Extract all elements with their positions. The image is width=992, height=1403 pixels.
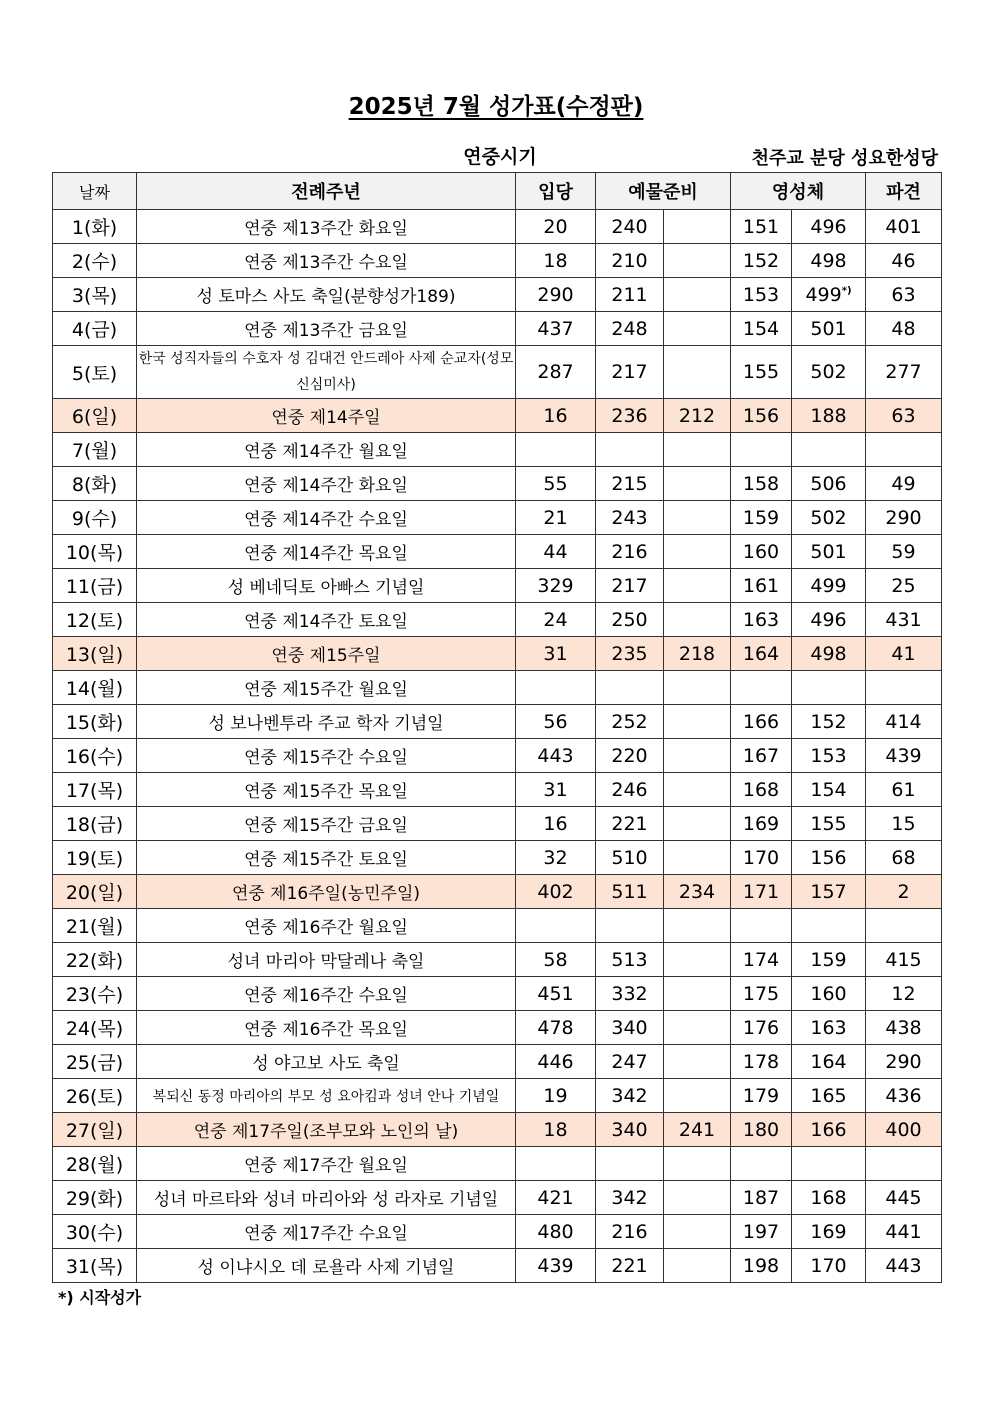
cell-off1: 211 — [596, 278, 664, 312]
cell-date: 1(화) — [53, 210, 137, 244]
cell-com1: 175 — [731, 977, 792, 1011]
table-row — [53, 603, 942, 637]
cell-off1: 236 — [596, 399, 664, 433]
table-row — [53, 705, 942, 739]
cell-com1: 151 — [731, 210, 792, 244]
cell-entrance: 446 — [516, 1045, 596, 1079]
cell-entrance: 21 — [516, 501, 596, 535]
cell-off2 — [664, 244, 731, 278]
cell-dismissal: 68 — [866, 841, 942, 875]
table-row — [53, 1215, 942, 1249]
cell-com1: 168 — [731, 773, 792, 807]
cell-date: 28(월) — [53, 1147, 137, 1181]
table-row — [53, 671, 942, 705]
church-name: 천주교 분당 성요한성당 — [751, 148, 938, 169]
cell-dismissal: 441 — [866, 1215, 942, 1249]
cell-entrance: 402 — [516, 875, 596, 909]
cell-date: 5(토) — [53, 346, 137, 399]
cell-feast: 연중 제14주간 월요일 — [137, 433, 516, 467]
cell-com2: 496 — [792, 603, 866, 637]
cell-entrance: 31 — [516, 637, 596, 671]
cell-feast: 성 이냐시오 데 로욜라 사제 기념일 — [137, 1249, 516, 1283]
cell-date: 14(월) — [53, 671, 137, 705]
cell-off2: 234 — [664, 875, 731, 909]
cell-off1: 342 — [596, 1181, 664, 1215]
cell-off2 — [664, 569, 731, 603]
header-offertory: 예물준비 — [596, 173, 731, 210]
cell-date: 27(일) — [53, 1113, 137, 1147]
cell-dismissal: 290 — [866, 501, 942, 535]
cell-com2: 188 — [792, 399, 866, 433]
cell-date: 15(화) — [53, 705, 137, 739]
cell-date: 30(수) — [53, 1215, 137, 1249]
cell-off1: 216 — [596, 1215, 664, 1249]
cell-off1: 235 — [596, 637, 664, 671]
cell-dismissal: 63 — [866, 278, 942, 312]
cell-com1: 187 — [731, 1181, 792, 1215]
cell-off1 — [596, 1147, 664, 1181]
cell-off2 — [664, 909, 731, 943]
cell-off2 — [664, 312, 731, 346]
cell-feast: 연중 제16주간 월요일 — [137, 909, 516, 943]
cell-off1: 250 — [596, 603, 664, 637]
cell-com1: 180 — [731, 1113, 792, 1147]
cell-com2: 170 — [792, 1249, 866, 1283]
cell-com2: 168 — [792, 1181, 866, 1215]
cell-off1: 210 — [596, 244, 664, 278]
cell-date: 3(목) — [53, 278, 137, 312]
cell-dismissal: 46 — [866, 244, 942, 278]
hymn-table — [52, 172, 942, 1283]
cell-entrance: 44 — [516, 535, 596, 569]
cell-dismissal: 63 — [866, 399, 942, 433]
cell-off2 — [664, 467, 731, 501]
table-row — [53, 637, 942, 671]
cell-date: 10(목) — [53, 535, 137, 569]
footnote: *) 시작성가 — [58, 1288, 142, 1307]
cell-off1: 513 — [596, 943, 664, 977]
cell-com2: 498 — [792, 637, 866, 671]
cell-com1: 170 — [731, 841, 792, 875]
cell-feast: 성 토마스 사도 축일(분향성가189) — [137, 278, 516, 312]
cell-com1: 154 — [731, 312, 792, 346]
cell-off1: 247 — [596, 1045, 664, 1079]
cell-off1: 240 — [596, 210, 664, 244]
cell-com2: 164 — [792, 1045, 866, 1079]
header-date: 날짜 — [53, 173, 137, 210]
cell-entrance: 18 — [516, 1113, 596, 1147]
cell-entrance: 451 — [516, 977, 596, 1011]
cell-com2: 496 — [792, 210, 866, 244]
cell-off1 — [596, 433, 664, 467]
cell-entrance: 32 — [516, 841, 596, 875]
cell-date: 11(금) — [53, 569, 137, 603]
cell-com2: 169 — [792, 1215, 866, 1249]
cell-date: 7(월) — [53, 433, 137, 467]
cell-dismissal: 25 — [866, 569, 942, 603]
cell-com1: 174 — [731, 943, 792, 977]
cell-off1: 340 — [596, 1011, 664, 1045]
header-communion: 영성체 — [731, 173, 866, 210]
page-title: 2025년 7월 성가표(수정판) — [348, 94, 644, 120]
cell-date: 12(토) — [53, 603, 137, 637]
cell-dismissal: 400 — [866, 1113, 942, 1147]
cell-entrance: 329 — [516, 569, 596, 603]
cell-feast: 연중 제15주간 토요일 — [137, 841, 516, 875]
cell-off1: 510 — [596, 841, 664, 875]
cell-entrance: 421 — [516, 1181, 596, 1215]
cell-com1: 178 — [731, 1045, 792, 1079]
cell-date: 13(일) — [53, 637, 137, 671]
cell-off2 — [664, 807, 731, 841]
cell-feast: 성 베네딕토 아빠스 기념일 — [137, 569, 516, 603]
cell-entrance: 18 — [516, 244, 596, 278]
cell-date: 6(일) — [53, 399, 137, 433]
table-row — [53, 467, 942, 501]
cell-dismissal: 59 — [866, 535, 942, 569]
cell-dismissal: 438 — [866, 1011, 942, 1045]
cell-feast: 성녀 마리아 막달레나 축일 — [137, 943, 516, 977]
cell-com1: 176 — [731, 1011, 792, 1045]
cell-com2 — [792, 1147, 866, 1181]
cell-com1: 164 — [731, 637, 792, 671]
table-row — [53, 399, 942, 433]
cell-feast: 연중 제15주간 금요일 — [137, 807, 516, 841]
table-row — [53, 278, 942, 312]
header-entrance: 입당 — [516, 173, 596, 210]
cell-entrance: 437 — [516, 312, 596, 346]
cell-date: 17(목) — [53, 773, 137, 807]
cell-com2: 154 — [792, 773, 866, 807]
cell-dismissal — [866, 1147, 942, 1181]
table-header — [53, 173, 942, 210]
cell-com2: 160 — [792, 977, 866, 1011]
cell-date: 26(토) — [53, 1079, 137, 1113]
cell-off2 — [664, 603, 731, 637]
cell-entrance: 56 — [516, 705, 596, 739]
cell-com2: 157 — [792, 875, 866, 909]
cell-date: 9(수) — [53, 501, 137, 535]
cell-dismissal — [866, 433, 942, 467]
cell-dismissal: 415 — [866, 943, 942, 977]
cell-feast: 연중 제14주간 목요일 — [137, 535, 516, 569]
cell-feast: 연중 제14주간 수요일 — [137, 501, 516, 535]
table-row — [53, 1011, 942, 1045]
cell-off2 — [664, 278, 731, 312]
cell-com2: 156 — [792, 841, 866, 875]
cell-off2 — [664, 501, 731, 535]
cell-com2: 163 — [792, 1011, 866, 1045]
cell-feast: 연중 제17주일(조부모와 노인의 날) — [137, 1113, 516, 1147]
cell-off1: 216 — [596, 535, 664, 569]
cell-feast: 연중 제14주간 화요일 — [137, 467, 516, 501]
start-hymn-mark: *) — [841, 285, 852, 297]
table-row — [53, 1249, 942, 1283]
cell-feast: 복되신 동정 마리아의 부모 성 요아킴과 성녀 안나 기념일 — [137, 1079, 516, 1113]
cell-com1: 153 — [731, 278, 792, 312]
cell-date: 31(목) — [53, 1249, 137, 1283]
cell-entrance: 290 — [516, 278, 596, 312]
cell-off1: 221 — [596, 807, 664, 841]
cell-dismissal: 61 — [866, 773, 942, 807]
cell-dismissal: 41 — [866, 637, 942, 671]
cell-date: 25(금) — [53, 1045, 137, 1079]
cell-com1 — [731, 433, 792, 467]
cell-dismissal: 49 — [866, 467, 942, 501]
cell-com2: 502 — [792, 346, 866, 399]
cell-date: 20(일) — [53, 875, 137, 909]
cell-off1: 217 — [596, 346, 664, 399]
cell-com2: 506 — [792, 467, 866, 501]
cell-dismissal: 15 — [866, 807, 942, 841]
cell-entrance: 31 — [516, 773, 596, 807]
cell-com1 — [731, 671, 792, 705]
cell-com2: 152 — [792, 705, 866, 739]
table-row — [53, 569, 942, 603]
table-row — [53, 1147, 942, 1181]
cell-com2: 501 — [792, 535, 866, 569]
cell-off2 — [664, 705, 731, 739]
cell-off1: 342 — [596, 1079, 664, 1113]
cell-com1: 155 — [731, 346, 792, 399]
table-row — [53, 739, 942, 773]
cell-feast: 연중 제16주일(농민주일) — [137, 875, 516, 909]
table-row — [53, 1181, 942, 1215]
cell-com1: 159 — [731, 501, 792, 535]
cell-dismissal: 48 — [866, 312, 942, 346]
table-row — [53, 346, 942, 399]
cell-feast: 연중 제13주간 수요일 — [137, 244, 516, 278]
cell-off2 — [664, 1045, 731, 1079]
cell-off1: 340 — [596, 1113, 664, 1147]
cell-off1: 246 — [596, 773, 664, 807]
cell-off2 — [664, 433, 731, 467]
cell-dismissal — [866, 909, 942, 943]
cell-com1: 167 — [731, 739, 792, 773]
cell-entrance: 439 — [516, 1249, 596, 1283]
header-feast: 전례주년 — [137, 173, 516, 210]
cell-feast: 연중 제14주일 — [137, 399, 516, 433]
table-row — [53, 977, 942, 1011]
cell-com1: 197 — [731, 1215, 792, 1249]
table-row — [53, 841, 942, 875]
cell-com1 — [731, 1147, 792, 1181]
cell-off2 — [664, 1181, 731, 1215]
cell-dismissal: 290 — [866, 1045, 942, 1079]
table-row — [53, 501, 942, 535]
cell-dismissal: 12 — [866, 977, 942, 1011]
cell-feast: 성녀 마르타와 성녀 마리아와 성 라자로 기념일 — [137, 1181, 516, 1215]
cell-off2 — [664, 977, 731, 1011]
cell-dismissal: 439 — [866, 739, 942, 773]
cell-entrance: 55 — [516, 467, 596, 501]
cell-feast: 연중 제16주간 수요일 — [137, 977, 516, 1011]
cell-com2: 499 — [792, 569, 866, 603]
table-row — [53, 210, 942, 244]
cell-entrance — [516, 909, 596, 943]
cell-dismissal: 2 — [866, 875, 942, 909]
cell-com2: 155 — [792, 807, 866, 841]
cell-feast: 한국 성직자들의 수호자 성 김대건 안드레아 사제 순교자(성모신심미사) — [137, 346, 516, 399]
cell-off1: 248 — [596, 312, 664, 346]
cell-com1: 169 — [731, 807, 792, 841]
header-dismissal: 파견 — [866, 173, 942, 210]
cell-off1: 215 — [596, 467, 664, 501]
table-row — [53, 773, 942, 807]
cell-entrance — [516, 671, 596, 705]
cell-off1: 243 — [596, 501, 664, 535]
cell-com1: 198 — [731, 1249, 792, 1283]
cell-feast: 연중 제15주간 월요일 — [137, 671, 516, 705]
table-row — [53, 244, 942, 278]
cell-date: 8(화) — [53, 467, 137, 501]
cell-feast: 연중 제16주간 목요일 — [137, 1011, 516, 1045]
cell-com2: 502 — [792, 501, 866, 535]
cell-dismissal: 277 — [866, 346, 942, 399]
cell-com1: 156 — [731, 399, 792, 433]
cell-date: 29(화) — [53, 1181, 137, 1215]
cell-off1: 332 — [596, 977, 664, 1011]
cell-feast: 연중 제13주간 금요일 — [137, 312, 516, 346]
cell-date: 23(수) — [53, 977, 137, 1011]
cell-entrance — [516, 1147, 596, 1181]
cell-off1: 221 — [596, 1249, 664, 1283]
period-label: 연중시기 — [463, 146, 537, 168]
cell-entrance — [516, 433, 596, 467]
cell-off2 — [664, 210, 731, 244]
cell-off2 — [664, 943, 731, 977]
cell-off2 — [664, 346, 731, 399]
cell-com2 — [792, 433, 866, 467]
table-row — [53, 909, 942, 943]
cell-entrance: 16 — [516, 399, 596, 433]
cell-entrance: 58 — [516, 943, 596, 977]
cell-feast: 연중 제14주간 토요일 — [137, 603, 516, 637]
table-row — [53, 312, 942, 346]
cell-com2 — [792, 671, 866, 705]
cell-entrance: 478 — [516, 1011, 596, 1045]
cell-date: 18(금) — [53, 807, 137, 841]
cell-dismissal: 445 — [866, 1181, 942, 1215]
cell-entrance: 287 — [516, 346, 596, 399]
cell-com1: 161 — [731, 569, 792, 603]
cell-off2 — [664, 1011, 731, 1045]
cell-off2: 212 — [664, 399, 731, 433]
cell-off2 — [664, 1147, 731, 1181]
cell-dismissal: 401 — [866, 210, 942, 244]
cell-feast: 연중 제17주간 수요일 — [137, 1215, 516, 1249]
cell-feast: 연중 제17주간 월요일 — [137, 1147, 516, 1181]
cell-com2: 501 — [792, 312, 866, 346]
cell-off2 — [664, 841, 731, 875]
cell-feast: 연중 제13주간 화요일 — [137, 210, 516, 244]
table-row — [53, 807, 942, 841]
cell-com1: 171 — [731, 875, 792, 909]
cell-com1 — [731, 909, 792, 943]
cell-com2: 498 — [792, 244, 866, 278]
cell-dismissal — [866, 671, 942, 705]
cell-com2: 153 — [792, 739, 866, 773]
table-row — [53, 875, 942, 909]
table-row — [53, 1079, 942, 1113]
cell-dismissal: 443 — [866, 1249, 942, 1283]
cell-dismissal: 436 — [866, 1079, 942, 1113]
cell-entrance: 19 — [516, 1079, 596, 1113]
cell-off1 — [596, 671, 664, 705]
cell-off2 — [664, 1249, 731, 1283]
cell-dismissal: 431 — [866, 603, 942, 637]
table-row — [53, 433, 942, 467]
cell-com1: 179 — [731, 1079, 792, 1113]
cell-date: 19(토) — [53, 841, 137, 875]
cell-com2: 159 — [792, 943, 866, 977]
cell-off2 — [664, 671, 731, 705]
cell-com2: 165 — [792, 1079, 866, 1113]
cell-feast: 성 보나벤투라 주교 학자 기념일 — [137, 705, 516, 739]
cell-off2 — [664, 535, 731, 569]
cell-date: 21(월) — [53, 909, 137, 943]
cell-entrance: 20 — [516, 210, 596, 244]
cell-feast: 연중 제15주간 수요일 — [137, 739, 516, 773]
cell-date: 24(목) — [53, 1011, 137, 1045]
cell-feast: 연중 제15주간 목요일 — [137, 773, 516, 807]
table-row — [53, 943, 942, 977]
cell-com1: 163 — [731, 603, 792, 637]
cell-off2 — [664, 773, 731, 807]
cell-entrance: 24 — [516, 603, 596, 637]
cell-off1: 252 — [596, 705, 664, 739]
table-row — [53, 1045, 942, 1079]
cell-off2 — [664, 1215, 731, 1249]
cell-off2 — [664, 1079, 731, 1113]
cell-date: 2(수) — [53, 244, 137, 278]
cell-com2 — [792, 909, 866, 943]
cell-com1: 166 — [731, 705, 792, 739]
table-row — [53, 1113, 942, 1147]
cell-com1: 152 — [731, 244, 792, 278]
cell-com1: 160 — [731, 535, 792, 569]
cell-com2: 166 — [792, 1113, 866, 1147]
cell-feast: 연중 제15주일 — [137, 637, 516, 671]
cell-com1: 158 — [731, 467, 792, 501]
cell-off2: 218 — [664, 637, 731, 671]
cell-feast: 성 야고보 사도 축일 — [137, 1045, 516, 1079]
cell-dismissal: 414 — [866, 705, 942, 739]
cell-entrance: 16 — [516, 807, 596, 841]
cell-date: 22(화) — [53, 943, 137, 977]
cell-off1: 217 — [596, 569, 664, 603]
table-row — [53, 535, 942, 569]
cell-off1 — [596, 909, 664, 943]
cell-off2: 241 — [664, 1113, 731, 1147]
cell-off1: 511 — [596, 875, 664, 909]
cell-off1: 220 — [596, 739, 664, 773]
cell-date: 4(금) — [53, 312, 137, 346]
cell-entrance: 480 — [516, 1215, 596, 1249]
cell-entrance: 443 — [516, 739, 596, 773]
cell-date: 16(수) — [53, 739, 137, 773]
cell-off2 — [664, 739, 731, 773]
cell-com2: 499*) — [792, 278, 866, 312]
